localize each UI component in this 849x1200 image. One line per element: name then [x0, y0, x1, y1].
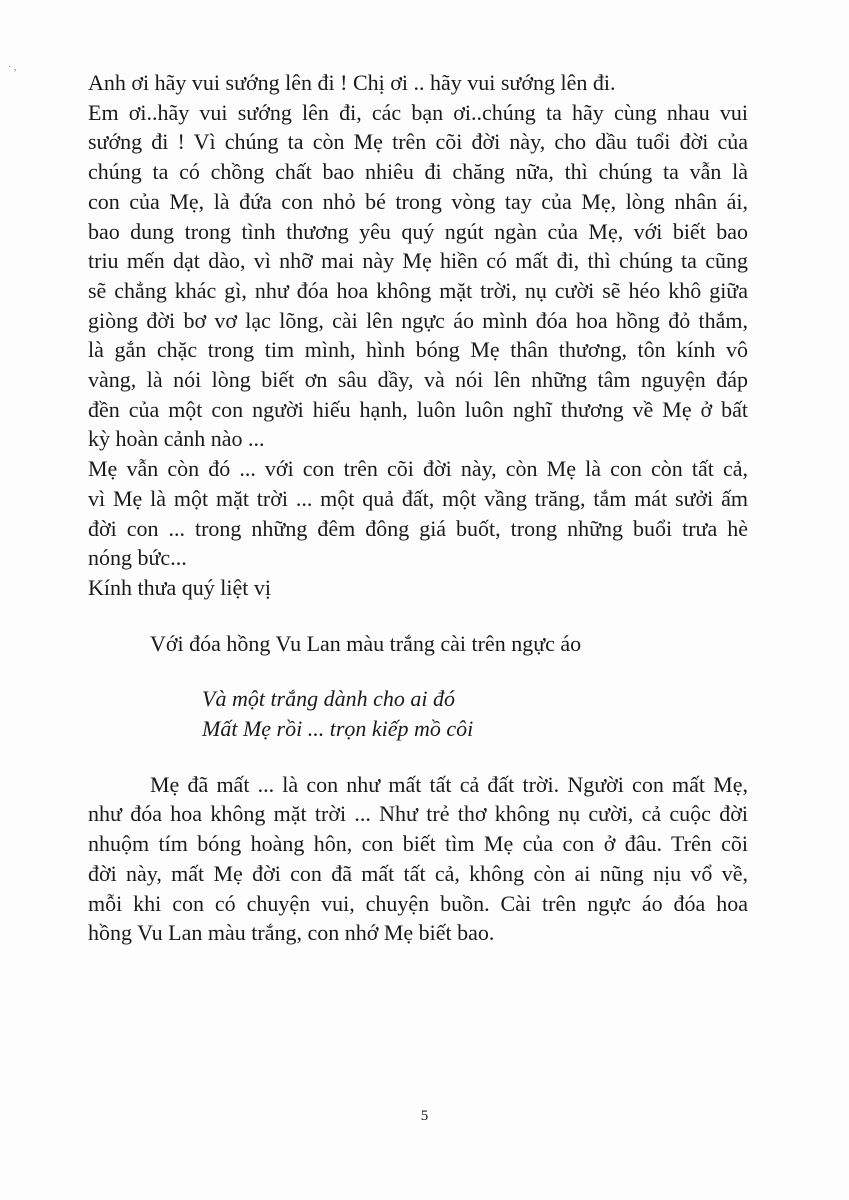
text-line: Mẹ đã mất ... là con như mất tất cả đất trời. Người con mất Mẹ, — [150, 771, 748, 797]
text-line: kỳ hoàn cảnh nào ... — [88, 426, 265, 452]
verse-intro: Với đóa hồng Vu Lan màu trắng cài trên ngực áo — [150, 630, 582, 656]
salutation: Kính thưa quý liệt vị — [88, 574, 272, 600]
text-line: hồng Vu Lan màu trắng, con nhớ Mẹ biết bao. — [88, 920, 495, 946]
text-line: chúng ta có chồng chất bao nhiêu đi chăng nữa, thì chúng ta vẫn là — [88, 159, 748, 185]
paragraph-2 — [88, 454, 748, 573]
text-line: sẽ chẳng khác gì, như đóa hoa không mặt trời, nụ cười sẽ héo khô giữa — [88, 277, 748, 303]
text-line: bao dung trong tình thương yêu quý ngút ngàn của Mẹ, với biết bao — [88, 218, 748, 244]
text-line: Em ơi..hãy vui sướng lên đi, các bạn ơi..chúng ta hãy cùng nhau vui — [88, 99, 748, 125]
paragraph-1 — [88, 68, 748, 454]
verse-line: Mất Mẹ rồi ... trọn kiếp mồ côi — [202, 716, 474, 742]
text-line: là gắn chặc trong tim mình, hình bóng Mẹ thân thương, tôn kính vô — [88, 337, 748, 363]
page-number: 5 — [420, 1108, 429, 1124]
text-line: vì Mẹ là một mặt trời ... một quả đất, một vầng trăng, tắm mát sưởi ấm — [88, 485, 748, 511]
text-line: đời này, mất Mẹ đời con đã mất tất cả, không còn ai nũng nịu vổ về, — [88, 860, 748, 886]
text-line: như đóa hoa không mặt trời ... Như trẻ thơ không nụ cười, cả cuộc đời — [88, 801, 748, 827]
text-line: đời con ... trong những đêm đông giá buốt, trong những buổi trưa hè — [88, 515, 748, 541]
text-line: vàng, là nói lòng biết ơn sâu dầy, và nói lên những tâm nguyện đáp — [88, 367, 748, 393]
paragraph-3 — [88, 770, 748, 948]
verse-block — [88, 684, 748, 743]
text-line: nóng bức... — [88, 545, 187, 571]
document-body — [88, 68, 748, 948]
text-line: Mẹ vẫn còn đó ... với con trên cõi đời này, còn Mẹ là con còn tất cả, — [88, 456, 748, 482]
verse-line: Và một trắng dành cho ai đó — [202, 686, 455, 712]
text-line: triu mến dạt dào, vì nhỡ mai này Mẹ hiền có mất đi, thì chúng ta cũng — [88, 248, 748, 274]
text-line: đền của một con người hiếu hạnh, luôn luôn nghĩ thương về Mẹ ở bất — [88, 396, 748, 422]
text-line: giòng đời bơ vơ lạc lõng, cài lên ngực áo mình đóa hoa hồng đỏ thắm, — [88, 307, 748, 333]
text-line: sướng đi ! Vì chúng ta còn Mẹ trên cõi đời này, cho dầu tuổi đời của — [88, 129, 748, 155]
text-line: con của Mẹ, là đứa con nhỏ bé trong vòng tay của Mẹ, lòng nhân ái, — [88, 188, 748, 214]
text-line: nhuộm tím bóng hoàng hôn, con biết tìm Mẹ của con ở đâu. Trên cõi — [88, 831, 748, 857]
text-line: Anh ơi hãy vui sướng lên đi ! Chị ơi .. hãy vui sướng lên đi. — [88, 70, 616, 95]
scan-speck-icon: · , — [8, 62, 17, 73]
text-line: mỗi khi con có chuyện vui, chuyện buồn. Cài trên ngực áo đóa hoa — [88, 890, 748, 916]
